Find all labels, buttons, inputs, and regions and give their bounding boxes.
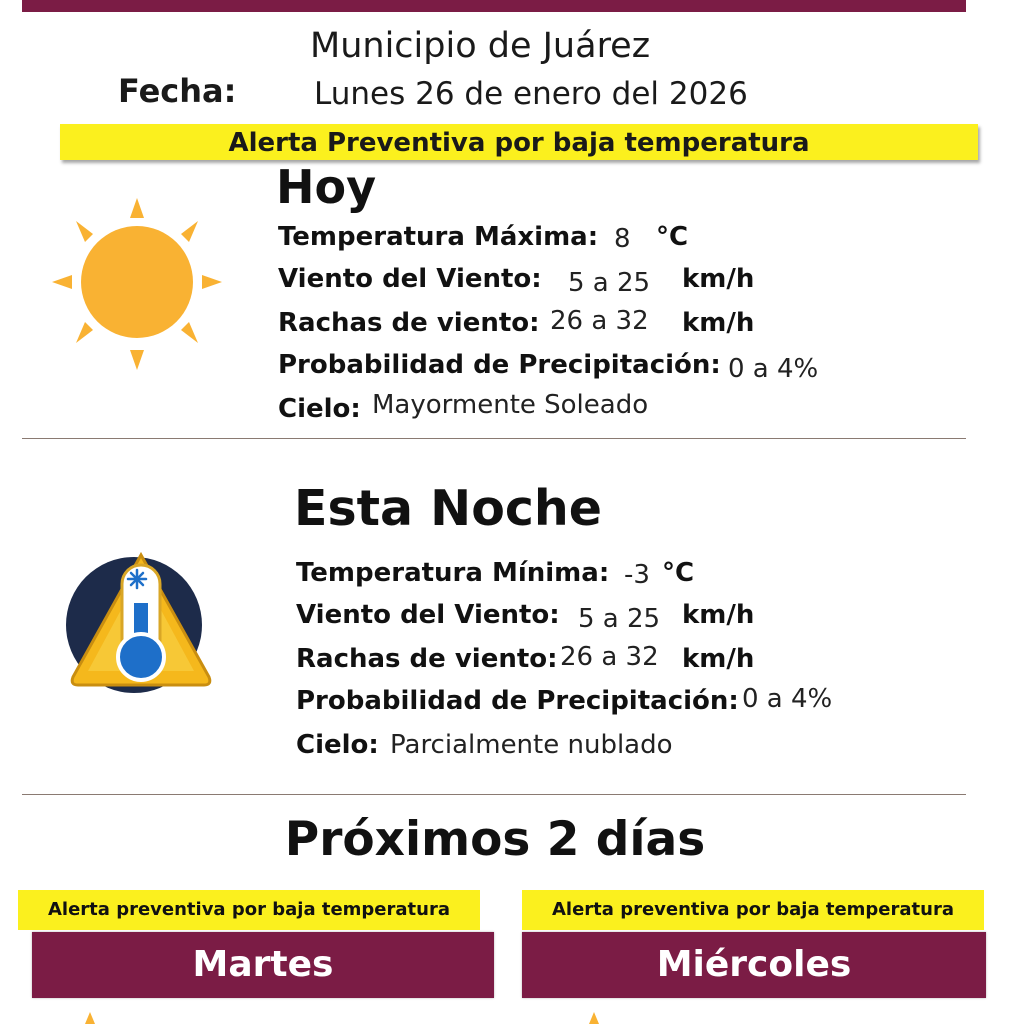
noche-viento-unit: km/h [682,600,755,630]
proximos-title: Próximos 2 días [284,812,706,867]
noche-title: Esta Noche [294,480,603,537]
hoy-rachas-unit: km/h [682,308,755,338]
hoy-cielo-value: Mayormente Soleado [372,390,649,420]
sun-icon [48,192,228,377]
miercoles-sun-icon [564,1010,624,1024]
noche-rachas-label: Rachas de viento: [296,644,558,674]
section-divider [22,438,966,439]
hoy-rachas-value: 26 a 32 [550,306,649,336]
noche-precip-label: Probabilidad de Precipitación: [296,686,739,716]
martes-day-bar: Martes [32,932,494,998]
noche-cielo-label: Cielo: [296,730,379,760]
section-divider [22,794,966,795]
noche-cielo-value: Parcialmente nublado [390,730,673,760]
hoy-temp-unit: °C [656,222,689,252]
main-alert-banner: Alerta Preventiva por baja temperatura [60,124,978,160]
noche-temp-unit: °C [662,558,695,588]
hoy-viento-unit: km/h [682,264,755,294]
hoy-cielo-label: Cielo: [278,394,361,424]
martes-alert: Alerta preventiva por baja temperatura [18,890,480,930]
miercoles-day-bar: Miércoles [522,932,986,998]
noche-temp-value: -3 [624,560,650,590]
municipio-title: Municipio de Juárez [310,26,651,66]
cold-thermometer-icon [66,545,216,697]
noche-temp-label: Temperatura Mínima: [296,558,610,588]
hoy-viento-value: 5 a 25 [568,268,651,298]
noche-rachas-value: 26 a 32 [560,642,659,672]
hoy-temp-label: Temperatura Máxima: [278,222,599,252]
hoy-precip-value: 0 a 4% [728,354,819,384]
hoy-viento-label: Viento del Viento: [278,264,542,294]
noche-viento-label: Viento del Viento: [296,600,560,630]
noche-precip-value: 0 a 4% [742,684,833,714]
top-brand-bar [22,0,966,12]
hoy-rachas-label: Rachas de viento: [278,308,540,338]
hoy-precip-label: Probabilidad de Precipitación: [278,350,721,380]
hoy-temp-value: 8 [614,224,631,254]
hoy-title: Hoy [276,160,377,214]
noche-rachas-unit: km/h [682,644,755,674]
fecha-label: Fecha: [118,72,237,110]
martes-sun-icon [60,1010,120,1024]
fecha-value: Lunes 26 de enero del 2026 [314,76,748,112]
miercoles-alert: Alerta preventiva por baja temperatura [522,890,984,930]
noche-viento-value: 5 a 25 [578,604,661,634]
